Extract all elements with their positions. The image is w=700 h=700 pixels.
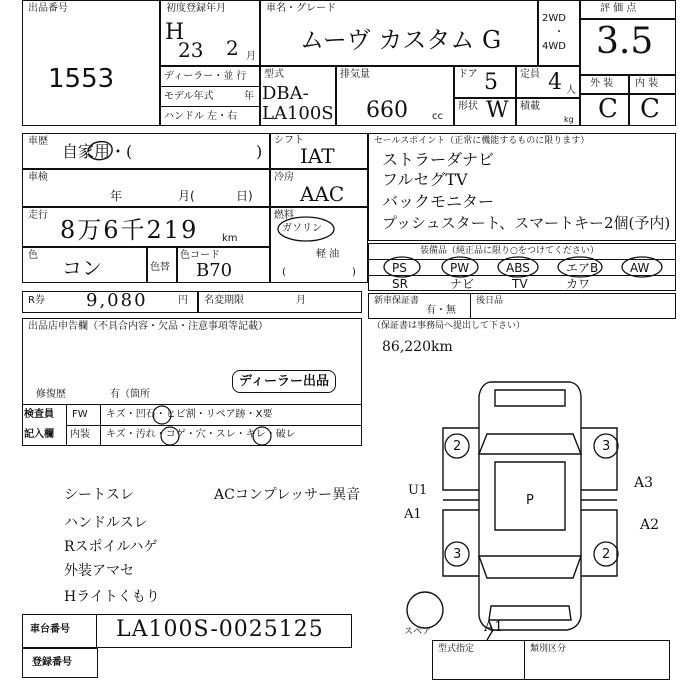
history-close: )	[256, 142, 263, 161]
first-reg-label: 初度登録年月	[166, 3, 226, 14]
ac-label: 冷房	[274, 172, 294, 183]
mark-left-rear: 3	[453, 547, 462, 562]
drive-dot: ・	[554, 27, 564, 38]
note-1: シートスレ	[64, 487, 134, 503]
displacement-value: 660	[366, 98, 408, 123]
dealer-line-2	[160, 106, 260, 107]
color-value: コン	[62, 256, 102, 280]
mark-roof: P	[526, 493, 534, 508]
inspector-fw-label: FW	[72, 409, 88, 420]
fuel-gasoline: ガソリン	[282, 223, 322, 234]
selling-point-1: ストラーダナビ	[382, 150, 495, 169]
first-reg-era: H	[165, 20, 185, 45]
note-2: ACコンプレッサー異音	[214, 487, 361, 503]
shape-label: 形状	[458, 101, 478, 112]
equip-tv: TV	[512, 277, 528, 291]
mark-spare: スペア	[404, 627, 432, 637]
recycle-value: 9,080	[86, 290, 148, 311]
odo-note: 86,220km	[382, 339, 453, 355]
warranty-label: 新車保証書	[374, 296, 420, 306]
recycle-unit: 円	[178, 295, 188, 306]
score-divider	[580, 18, 676, 20]
inspection-box	[22, 169, 270, 207]
fuel-paren-close: )	[352, 267, 356, 278]
fuel-label: 燃料	[274, 210, 294, 221]
history-value: 自家用・(	[62, 142, 133, 161]
exterior-value: C	[598, 94, 618, 124]
capacity-label: 定員	[520, 69, 540, 80]
color-label: 色	[28, 250, 38, 261]
inspector-label-1: 検査員	[24, 409, 54, 420]
deadline-month-unit: 月	[296, 295, 306, 306]
equip-airbag: エアB	[566, 261, 599, 275]
equip-pw: PW	[450, 261, 470, 275]
dealer-line-1	[160, 86, 260, 87]
shift-label: シフト	[274, 135, 304, 146]
equip-abs: ABS	[506, 261, 530, 275]
mark-a1-bottom: A1	[484, 619, 504, 635]
load-unit: kg	[564, 115, 574, 124]
color-vdivider	[146, 247, 148, 283]
fuel-light-oil: 軽 油	[316, 249, 340, 260]
repair-value: 有（箇所	[110, 389, 150, 400]
equipment-label: 装備品（純正品に限り○をつけてください）	[420, 246, 599, 256]
displacement-unit: cc	[432, 111, 443, 122]
model-type-label: 型式	[264, 69, 284, 80]
fuel-circle-mark	[276, 214, 338, 244]
lot-number: 1553	[48, 64, 115, 94]
registration-label: 登録番号	[32, 657, 72, 668]
warranty-note: （保証書は事務局へ提出して下さい）	[372, 321, 526, 331]
color-swap-label: 色替	[150, 262, 170, 273]
equip-sr: SR	[392, 277, 408, 291]
color-vdivider-2	[176, 247, 178, 283]
chassis-label: 車台番号	[30, 624, 70, 635]
first-reg-month-unit: 月	[246, 51, 256, 62]
inspection-year: 年	[110, 189, 123, 203]
shift-value: IAT	[300, 144, 335, 168]
steering-label: ハンドル 左・右	[164, 111, 238, 122]
mark-u1: U1	[408, 483, 428, 498]
selling-point-3: バックモニター	[382, 192, 495, 211]
inspector-item-divider	[100, 404, 101, 446]
note-4: Rスポイルハゲ	[64, 539, 158, 555]
inspection-label: 車検	[28, 172, 48, 183]
score-value: 3.5	[596, 21, 654, 62]
load-label: 積載	[520, 101, 540, 112]
inspector-int-label: 内装	[70, 429, 90, 440]
special-label: 型式指定	[438, 644, 475, 654]
equip-navi: ナビ	[450, 277, 475, 291]
repair-label: 修復歴	[36, 389, 66, 400]
mileage-unit: km	[222, 233, 238, 244]
note-3: ハンドルスレ	[64, 515, 148, 531]
displacement-label: 排気量	[340, 69, 370, 80]
score-vdivider	[628, 74, 630, 126]
inspector-fw-items: キズ・凹石・ヒビ割・リペア跡・X要	[106, 409, 273, 420]
car-name-label: 車名・グレード	[266, 3, 336, 14]
color-code: B70	[196, 260, 233, 281]
history-circle-mark	[82, 134, 118, 168]
doors-label: ドア	[458, 69, 478, 80]
special-vdivider	[524, 640, 525, 680]
mark-a1-left: A1	[404, 507, 422, 522]
equip-aw: AW	[630, 261, 650, 275]
score-label: 評 価 点	[600, 3, 637, 14]
equipment-circle-marks	[368, 254, 676, 278]
declaration-label: 出品店申告欄（不具合内容・欠品・注意事項等記載）	[28, 321, 268, 332]
selling-points-label: セールスポイント（正常に機能するものに限ります）	[374, 136, 590, 146]
deadline-label: 名変期限	[204, 295, 244, 306]
mark-right-rear: 2	[602, 547, 611, 562]
fuel-paren-open: (	[282, 267, 286, 278]
model-type-value: DBA-LA100S	[262, 83, 334, 124]
warranty-back-label: 後日品	[476, 296, 504, 306]
capacity-value: 4	[548, 70, 562, 95]
mark-right-front: 3	[602, 439, 611, 454]
history-box	[22, 133, 270, 169]
equip-leather: カワ	[566, 277, 591, 291]
drive-4wd: 4WD	[542, 41, 566, 52]
first-reg-month: 2	[226, 36, 239, 60]
lot-label: 出品番号	[28, 3, 68, 14]
special-class-label: 類別区分	[530, 644, 567, 654]
color-code-label: 色コード	[180, 250, 220, 261]
model-year-unit: 年	[244, 91, 254, 102]
chassis-value: LA100S-0025125	[116, 617, 324, 642]
first-reg-year: 23	[178, 38, 204, 62]
drive-2wd: 2WD	[542, 13, 566, 24]
lot-box	[22, 0, 160, 126]
mileage-value: 8万6千219	[60, 216, 199, 244]
doors-value: 5	[484, 70, 498, 95]
inspection-month: 月(	[178, 189, 195, 203]
inspector-label-2: 記入欄	[24, 429, 54, 440]
model-year-label: モデル年式	[164, 91, 214, 102]
mark-a3: A3	[634, 475, 654, 491]
ac-value: AAC	[300, 182, 345, 206]
inspector-circle-marks	[140, 404, 280, 446]
recycle-label: R券	[28, 295, 45, 306]
inspection-day: 日)	[236, 189, 253, 203]
interior-label: 内 装	[635, 78, 659, 89]
capacity-unit: 人	[566, 85, 576, 96]
warranty-value: 有・無	[426, 305, 456, 316]
selling-point-2: フルセグTV	[382, 170, 468, 189]
equip-ps: PS	[392, 261, 407, 275]
note-6: Hライトくもり	[64, 589, 160, 605]
inspector-int-items: キズ・汚れ・コゲ・穴・スレ・キレ・破レ	[106, 429, 296, 440]
selling-point-4: プッシュスタート、スマートキー2個(予内)	[382, 214, 671, 232]
mark-left-front: 2	[453, 439, 462, 454]
history-label: 車歴	[28, 136, 48, 147]
shape-value: W	[486, 98, 509, 123]
mark-a2: A2	[640, 517, 660, 533]
car-name-value: ムーヴ カスタム G	[300, 26, 502, 54]
interior-value: C	[640, 94, 660, 124]
chassis-vdivider	[96, 614, 97, 648]
warranty-vdivider	[470, 293, 471, 319]
note-5: 外装アマセ	[64, 563, 134, 579]
dealer-label: ディーラー・並 行	[164, 71, 247, 82]
declaration-stamp: ディーラー出品	[232, 370, 336, 393]
mileage-label: 走行	[28, 210, 48, 221]
exterior-label: 外 装	[590, 78, 614, 89]
